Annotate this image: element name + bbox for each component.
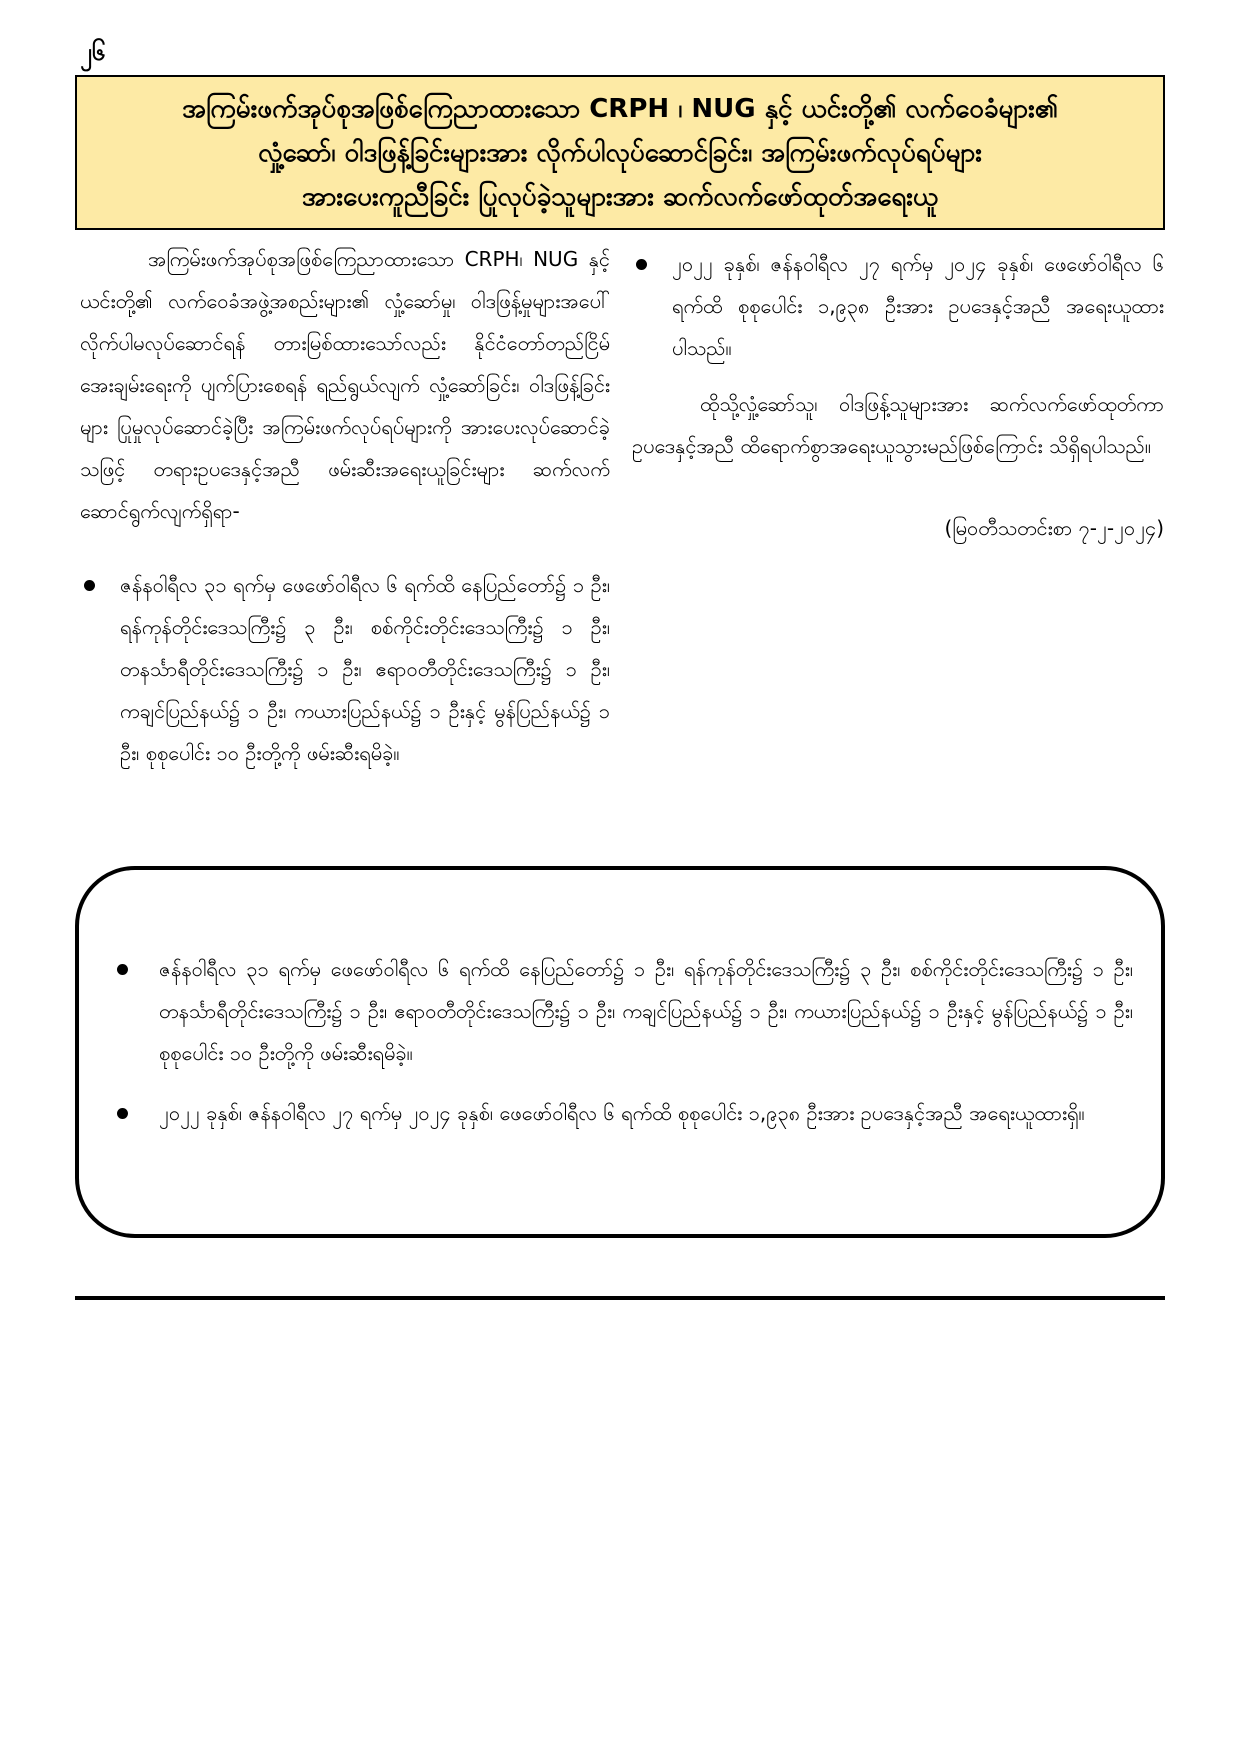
list-item-text: ဇန်နဝါရီလ ၃၁ ရက်မှ ဖေဖော်ဝါရီလ ၆ ရက်ထိ နေပြည်တော်၌ ၁ ဦး၊ ရန်ကုန်တိုင်းဒေသကြီး၌ ၃ ဦး၊ စစ်ကိုင်းတိုင်းဒေသကြီး၌ ၁ ဦး၊ တနင်္သာရီတိုင်းဒေသကြီး၌ ၁ ဦး၊ ဧရာဝတီတိုင်းဒေသကြီး၌ ၁ ဦး၊ ကချင်ပြည်နယ်၌ ၁ ဦး၊ ကယားပြည်နယ်၌ ၁ ဦးနှင့် မွန်ပြည်နယ်၌ ၁ ဦး၊ စုစုပေါင်း ၁၀ ဦးတို့ကို ဖမ်းဆီးရမိခဲ့။	[159, 957, 1133, 1065]
bottom-divider	[75, 1296, 1165, 1300]
list-item	[80, 564, 610, 774]
title-line-2: လှုံ့ဆော်၊ ဝါဒဖြန့်ခြင်းများအား လိုက်ပါလုပ်ဆောင်ခြင်း၊ အကြမ်းဖက်လုပ်ရပ်များ	[258, 137, 982, 168]
closing-paragraph: ထိုသို့လှုံ့ဆော်သူ၊ ဝါဒဖြန့်သူများအား ဆက်လက်ဖော်ထုတ်ကာ ဥပဒေနှင့်အညီ ထိရောက်စွာအရေးယူသွားမည်ဖြစ်ကြောင်း သိရှိရပါသည်။	[632, 392, 1164, 458]
right-bullet-list	[632, 243, 1164, 369]
bullet-icon	[117, 964, 128, 975]
left-bullet-list	[80, 564, 610, 774]
bullet-icon	[117, 1108, 128, 1119]
bullet-icon	[636, 259, 647, 270]
right-column	[632, 243, 1164, 549]
list-item-text: ဇန်နဝါရီလ ၃၁ ရက်မှ ဖေဖော်ဝါရီလ ၆ ရက်ထိ နေပြည်တော်၌ ၁ ဦး၊ ရန်ကုန်တိုင်းဒေသကြီး၌ ၃ ဦး၊ စစ်ကိုင်းတိုင်းဒေသကြီး၌ ၁ ဦး၊ တနင်္သာရီတိုင်းဒေသကြီး၌ ၁ ဦး၊ ဧရာဝတီတိုင်းဒေသကြီး၌ ၁ ဦး၊ ကချင်ပြည်နယ်၌ ၁ ဦး၊ ကယားပြည်နယ်၌ ၁ ဦးနှင့် မွန်ပြည်နယ်၌ ၁ ဦး၊ စုစုပေါင်း ၁၀ ဦးတို့ကို ဖမ်းဆီးရမိခဲ့။	[120, 573, 610, 765]
page-number: ၂၆	[80, 38, 106, 66]
list-item	[107, 1092, 1133, 1134]
title-box	[75, 75, 1165, 230]
source-citation: (မြဝတီသတင်းစာ ၇-၂-၂၀၂၄)	[944, 516, 1164, 540]
summary-bullet-list	[107, 948, 1133, 1134]
bullet-icon	[84, 580, 95, 591]
left-column	[80, 238, 610, 774]
list-item	[632, 243, 1164, 369]
list-item	[107, 948, 1133, 1074]
title-line-3: အားပေးကူညီခြင်း ပြုလုပ်ခဲ့သူများအား ဆက်လက်ဖော်ထုတ်အရေးယူ	[301, 181, 939, 212]
title-line-1: အကြမ်းဖက်အုပ်စုအဖြစ်ကြေညာထားသော CRPH ၊ NUG နှင့် ယင်းတို့၏ လက်ဝေခံများ၏	[182, 93, 1058, 124]
intro-paragraph: အကြမ်းဖက်အုပ်စုအဖြစ်ကြေညာထားသော CRPH၊ NUG နှင့် ယင်းတို့၏ လက်ဝေခံအဖွဲ့အစည်းများ၏ လှုံ့ဆော်မှု၊ ဝါဒဖြန့်မှုများအပေါ် လိုက်ပါမလုပ်ဆောင်ရန် တားမြစ်ထားသော်လည်း နိုင်ငံတော်တည်ငြိမ်အေးချမ်းရေးကို ပျက်ပြားစေရန် ရည်ရွယ်လျက် လှုံ့ဆော်ခြင်း၊ ဝါဒဖြန့်ခြင်းများ ပြုမှုလုပ်ဆောင်ခဲ့ပြီး အကြမ်းဖက်လုပ်ရပ်များကို အားပေးလုပ်ဆောင်ခဲ့သဖြင့် တရားဥပဒေနှင့်အညီ ဖမ်းဆီးအရေးယူခြင်းများ ဆက်လက်ဆောင်ရွက်လျက်ရှိရာ-	[80, 247, 610, 523]
list-item-text: ၂၀၂၂ ခုနှစ်၊ ဇန်နဝါရီလ ၂၇ ရက်မှ ၂၀၂၄ ခုနှစ်၊ ဖေဖော်ဝါရီလ ၆ ရက်ထိ စုစုပေါင်း ၁,၉၃၈ ဦးအား ဥပဒေနှင့်အညီ အရေးယူထားပါသည်။	[672, 252, 1164, 360]
summary-box	[75, 866, 1165, 1238]
list-item-text: ၂၀၂၂ ခုနှစ်၊ ဇန်နဝါရီလ ၂၇ ရက်မှ ၂၀၂၄ ခုနှစ်၊ ဖေဖော်ဝါရီလ ၆ ရက်ထိ စုစုပေါင်း ၁,၉၃၈ ဦးအား ဥပဒေနှင့်အညီ အရေးယူထားရှိ။	[159, 1101, 1085, 1125]
